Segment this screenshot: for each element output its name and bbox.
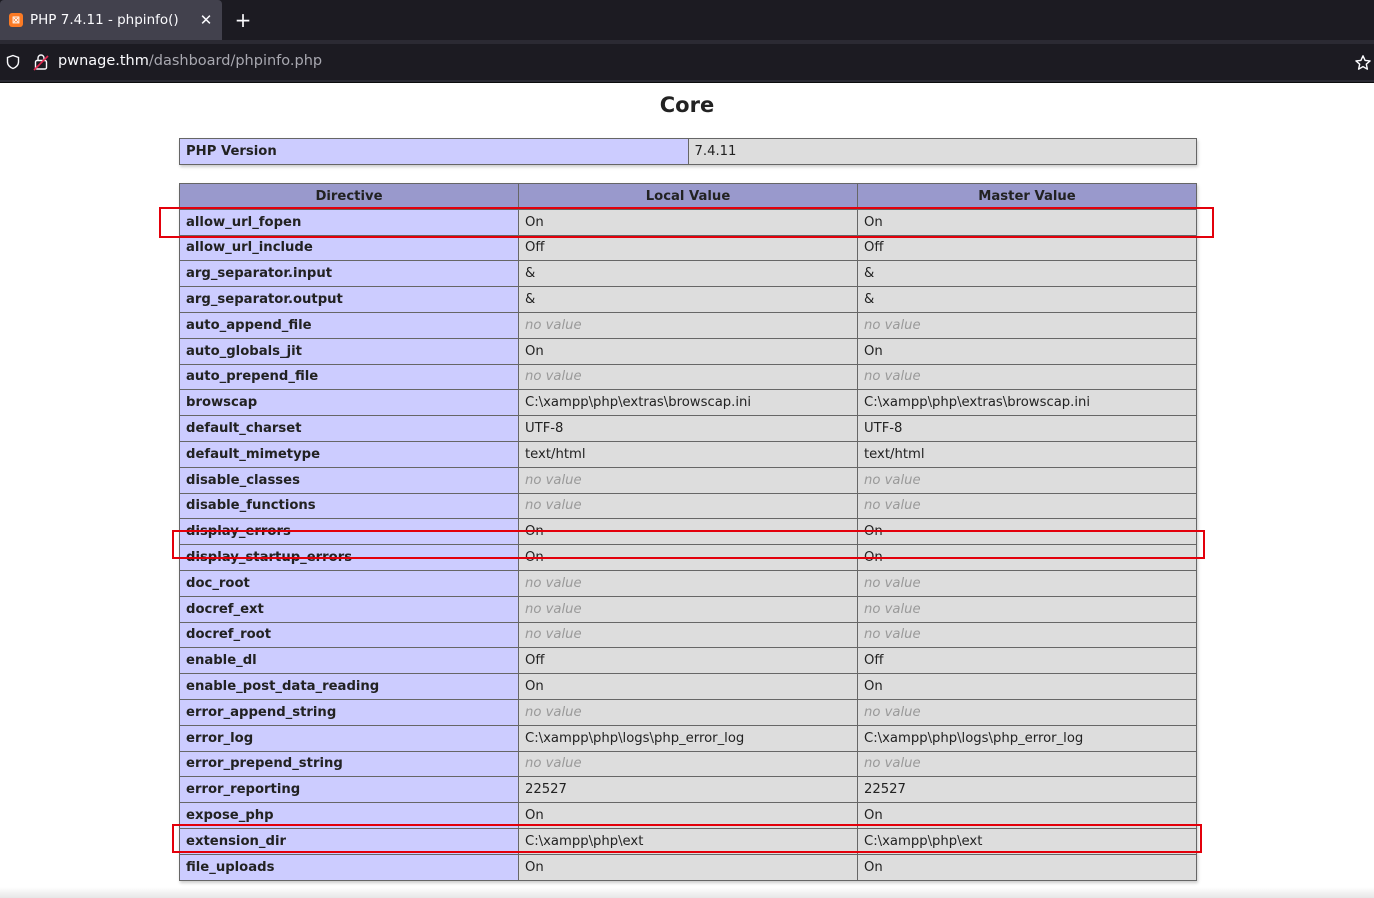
local-value-cell	[519, 622, 858, 648]
no-value-text: no value	[525, 627, 582, 643]
directive-cell: error_prepend_string	[180, 751, 519, 777]
master-value-cell: Off	[858, 648, 1197, 674]
directive-cell: default_mimetype	[180, 441, 519, 467]
master-value-cell: On	[858, 338, 1197, 364]
local-value-cell	[519, 467, 858, 493]
master-value-cell: On	[858, 209, 1197, 235]
table-row	[180, 674, 1197, 700]
no-value-text: no value	[525, 575, 582, 591]
url-path: /dashboard/phpinfo.php	[148, 53, 323, 69]
table-row	[180, 803, 1197, 829]
master-value-cell: C:\xampp\php\extras\browscap.ini	[858, 390, 1197, 416]
header-local-value: Local Value	[519, 184, 858, 210]
directive-cell: docref_ext	[180, 596, 519, 622]
version-label: PHP Version	[180, 139, 689, 165]
master-value-cell: On	[858, 854, 1197, 880]
directive-cell: allow_url_fopen	[180, 209, 519, 235]
local-value-cell	[519, 570, 858, 596]
master-value-cell: 22527	[858, 777, 1197, 803]
directive-cell: doc_root	[180, 570, 519, 596]
tab-title: PHP 7.4.11 - phpinfo()	[30, 12, 179, 28]
table-row	[180, 235, 1197, 261]
no-value-text: no value	[525, 601, 582, 617]
table-row	[180, 261, 1197, 287]
no-value-text: no value	[864, 575, 921, 591]
master-value-cell: C:\xampp\php\ext	[858, 828, 1197, 854]
directive-cell: enable_post_data_reading	[180, 674, 519, 700]
directive-cell: expose_php	[180, 803, 519, 829]
master-value-cell: On	[858, 803, 1197, 829]
directive-cell: arg_separator.output	[180, 287, 519, 313]
directive-cell: auto_prepend_file	[180, 364, 519, 390]
insecure-lock-icon[interactable]	[33, 53, 49, 71]
master-value-cell: &	[858, 261, 1197, 287]
no-value-text: no value	[525, 369, 582, 385]
bottom-edge-shadow	[0, 887, 1374, 898]
table-row	[180, 622, 1197, 648]
local-value-cell	[519, 596, 858, 622]
no-value-text: no value	[864, 498, 921, 514]
master-value-cell: On	[858, 519, 1197, 545]
master-value-cell: &	[858, 287, 1197, 313]
directive-cell: docref_root	[180, 622, 519, 648]
navigation-bar	[0, 40, 1374, 83]
table-row	[180, 390, 1197, 416]
master-value-cell	[858, 622, 1197, 648]
no-value-text: no value	[525, 498, 582, 514]
local-value-cell: On	[519, 209, 858, 235]
local-value-cell: On	[519, 674, 858, 700]
no-value-text: no value	[864, 601, 921, 617]
directive-cell: error_reporting	[180, 777, 519, 803]
local-value-cell: C:\xampp\php\ext	[519, 828, 858, 854]
master-value-cell: On	[858, 674, 1197, 700]
local-value-cell: &	[519, 261, 858, 287]
directive-cell: arg_separator.input	[180, 261, 519, 287]
table-row	[180, 751, 1197, 777]
local-value-cell: 22527	[519, 777, 858, 803]
local-value-cell: On	[519, 803, 858, 829]
table-row	[180, 416, 1197, 442]
master-value-cell: text/html	[858, 441, 1197, 467]
table-row	[180, 570, 1197, 596]
local-value-cell: text/html	[519, 441, 858, 467]
local-value-cell	[519, 312, 858, 338]
tab-bar	[0, 0, 1374, 40]
url-text[interactable]	[58, 53, 322, 69]
table-row	[180, 467, 1197, 493]
table-row	[180, 139, 1197, 165]
no-value-text: no value	[864, 704, 921, 720]
local-value-cell: On	[519, 338, 858, 364]
table-row	[180, 338, 1197, 364]
table-row	[180, 828, 1197, 854]
directive-cell: display_errors	[180, 519, 519, 545]
local-value-cell: C:\xampp\php\extras\browscap.ini	[519, 390, 858, 416]
directive-cell: auto_append_file	[180, 312, 519, 338]
local-value-cell: On	[519, 519, 858, 545]
no-value-text: no value	[864, 317, 921, 333]
local-value-cell: On	[519, 545, 858, 571]
no-value-text: no value	[525, 317, 582, 333]
local-value-cell	[519, 493, 858, 519]
table-row	[180, 364, 1197, 390]
table-row	[180, 596, 1197, 622]
master-value-cell	[858, 493, 1197, 519]
no-value-text: no value	[864, 369, 921, 385]
table-row	[180, 777, 1197, 803]
table-row	[180, 854, 1197, 880]
no-value-text: no value	[864, 756, 921, 772]
table-row	[180, 312, 1197, 338]
table-row	[180, 519, 1197, 545]
address-bar[interactable]	[0, 44, 1374, 80]
local-value-cell: UTF-8	[519, 416, 858, 442]
header-master-value: Master Value	[858, 184, 1197, 210]
local-value-cell	[519, 751, 858, 777]
shield-icon[interactable]	[5, 54, 21, 70]
no-value-text: no value	[525, 756, 582, 772]
page-content	[0, 83, 1374, 898]
master-value-cell: C:\xampp\php\logs\php_error_log	[858, 725, 1197, 751]
directive-cell: disable_functions	[180, 493, 519, 519]
master-value-cell: On	[858, 545, 1197, 571]
no-value-text: no value	[525, 704, 582, 720]
master-value-cell	[858, 570, 1197, 596]
browser-tab[interactable]	[0, 0, 222, 40]
local-value-cell: &	[519, 287, 858, 313]
local-value-cell: C:\xampp\php\logs\php_error_log	[519, 725, 858, 751]
master-value-cell	[858, 312, 1197, 338]
master-value-cell	[858, 596, 1197, 622]
table-row	[180, 725, 1197, 751]
directive-cell: file_uploads	[180, 854, 519, 880]
directive-cell: default_charset	[180, 416, 519, 442]
table-header-row	[180, 184, 1197, 210]
no-value-text: no value	[864, 472, 921, 488]
directive-cell: disable_classes	[180, 467, 519, 493]
table-row	[180, 699, 1197, 725]
no-value-text: no value	[864, 627, 921, 643]
directive-cell: auto_globals_jit	[180, 338, 519, 364]
directives-table	[179, 183, 1197, 881]
directive-cell: browscap	[180, 390, 519, 416]
xampp-favicon-icon: ⊠	[9, 13, 23, 27]
directive-cell: allow_url_include	[180, 235, 519, 261]
local-value-cell: On	[519, 854, 858, 880]
bookmark-star-icon[interactable]	[1354, 54, 1372, 72]
table-row	[180, 648, 1197, 674]
master-value-cell: Off	[858, 235, 1197, 261]
table-row	[180, 287, 1197, 313]
version-table	[179, 138, 1197, 165]
directive-cell: display_startup_errors	[180, 545, 519, 571]
directive-cell: error_log	[180, 725, 519, 751]
version-value: 7.4.11	[688, 139, 1197, 165]
table-row	[180, 209, 1197, 235]
directive-cell: enable_dl	[180, 648, 519, 674]
directive-cell: extension_dir	[180, 828, 519, 854]
master-value-cell	[858, 751, 1197, 777]
directive-cell: error_append_string	[180, 699, 519, 725]
new-tab-button[interactable]: +	[234, 8, 252, 32]
master-value-cell	[858, 364, 1197, 390]
url-host: pwnage.thm	[58, 53, 149, 69]
no-value-text: no value	[525, 472, 582, 488]
master-value-cell: UTF-8	[858, 416, 1197, 442]
local-value-cell: Off	[519, 648, 858, 674]
table-row	[180, 441, 1197, 467]
local-value-cell	[519, 699, 858, 725]
master-value-cell	[858, 699, 1197, 725]
local-value-cell	[519, 364, 858, 390]
master-value-cell	[858, 467, 1197, 493]
header-directive: Directive	[180, 184, 519, 210]
section-title: Core	[659, 93, 715, 117]
table-row	[180, 493, 1197, 519]
close-tab-icon[interactable]: ✕	[199, 11, 213, 29]
local-value-cell: Off	[519, 235, 858, 261]
table-row	[180, 545, 1197, 571]
